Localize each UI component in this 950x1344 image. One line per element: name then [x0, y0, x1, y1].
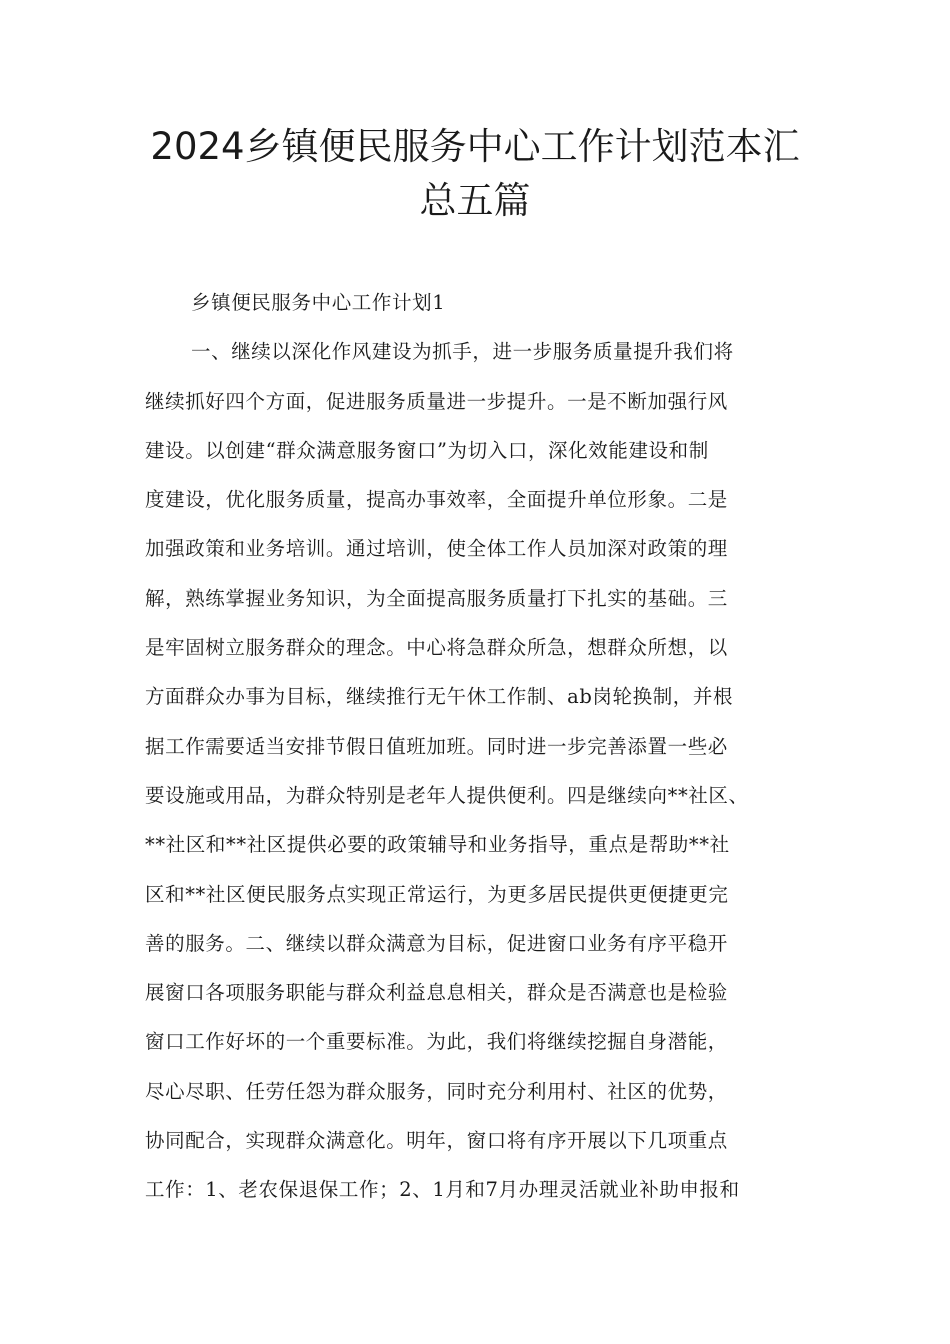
- paragraph-line: 一、继续以深化作风建设为抓手，进一步服务质量提升我们将: [191, 340, 734, 364]
- paragraph-line: 是牢固树立服务群众的理念。中心将急群众所急，想群众所想，以: [145, 636, 728, 660]
- paragraph-line: 加强政策和业务培训。通过培训，使全体工作人员加深对政策的理: [145, 537, 728, 561]
- paragraph-line: 窗口工作好坏的一个重要标准。为此，我们将继续挖掘自身潜能，: [145, 1030, 728, 1054]
- paragraph-line: 解，熟练掌握业务知识，为全面提高服务质量打下扎实的基础。三: [145, 586, 728, 610]
- document-body: [145, 278, 815, 1215]
- paragraph-line: 工作：1、老农保退保工作；2、1月和7月办理灵活就业补助申报和: [145, 1178, 740, 1202]
- paragraph-line: 善的服务。二、继续以群众满意为目标，促进窗口业务有序平稳开: [145, 931, 728, 955]
- paragraph-line: 继续抓好四个方面，促进服务质量进一步提升。一是不断加强行风: [145, 389, 728, 413]
- paragraph-line: 展窗口各项服务职能与群众利益息息相关，群众是否满意也是检验: [145, 981, 728, 1005]
- paragraph-line: 区和**社区便民服务点实现正常运行，为更多居民提供更便捷更完: [145, 882, 729, 906]
- document-title: [0, 120, 950, 228]
- paragraph-line: 度建设，优化服务质量，提高办事效率，全面提升单位形象。二是: [145, 488, 728, 512]
- paragraph-line: 要设施或用品，为群众特别是老年人提供便利。四是继续向**社区、: [145, 783, 749, 807]
- paragraph-line: 建设。以创建“群众满意服务窗口”为切入口，深化效能建设和制: [145, 438, 709, 462]
- paragraph-line: 方面群众办事为目标，继续推行无午休工作制、ab岗轮换制，并根: [145, 685, 734, 709]
- paragraph-line: **社区和**社区提供必要的政策辅导和业务指导，重点是帮助**社: [145, 833, 730, 857]
- section-heading: 乡镇便民服务中心工作计划1: [191, 291, 446, 314]
- title-line: 总五篇: [419, 179, 531, 222]
- paragraph-line: 据工作需要适当安排节假日值班加班。同时进一步完善添置一些必: [145, 734, 728, 758]
- paragraph-line: 协同配合，实现群众满意化。明年，窗口将有序开展以下几项重点: [145, 1129, 728, 1153]
- paragraph-line: 尽心尽职、任劳任怨为群众服务，同时充分利用村、社区的优势，: [145, 1079, 728, 1103]
- title-line: 2024乡镇便民服务中心工作计划范本汇: [150, 125, 800, 168]
